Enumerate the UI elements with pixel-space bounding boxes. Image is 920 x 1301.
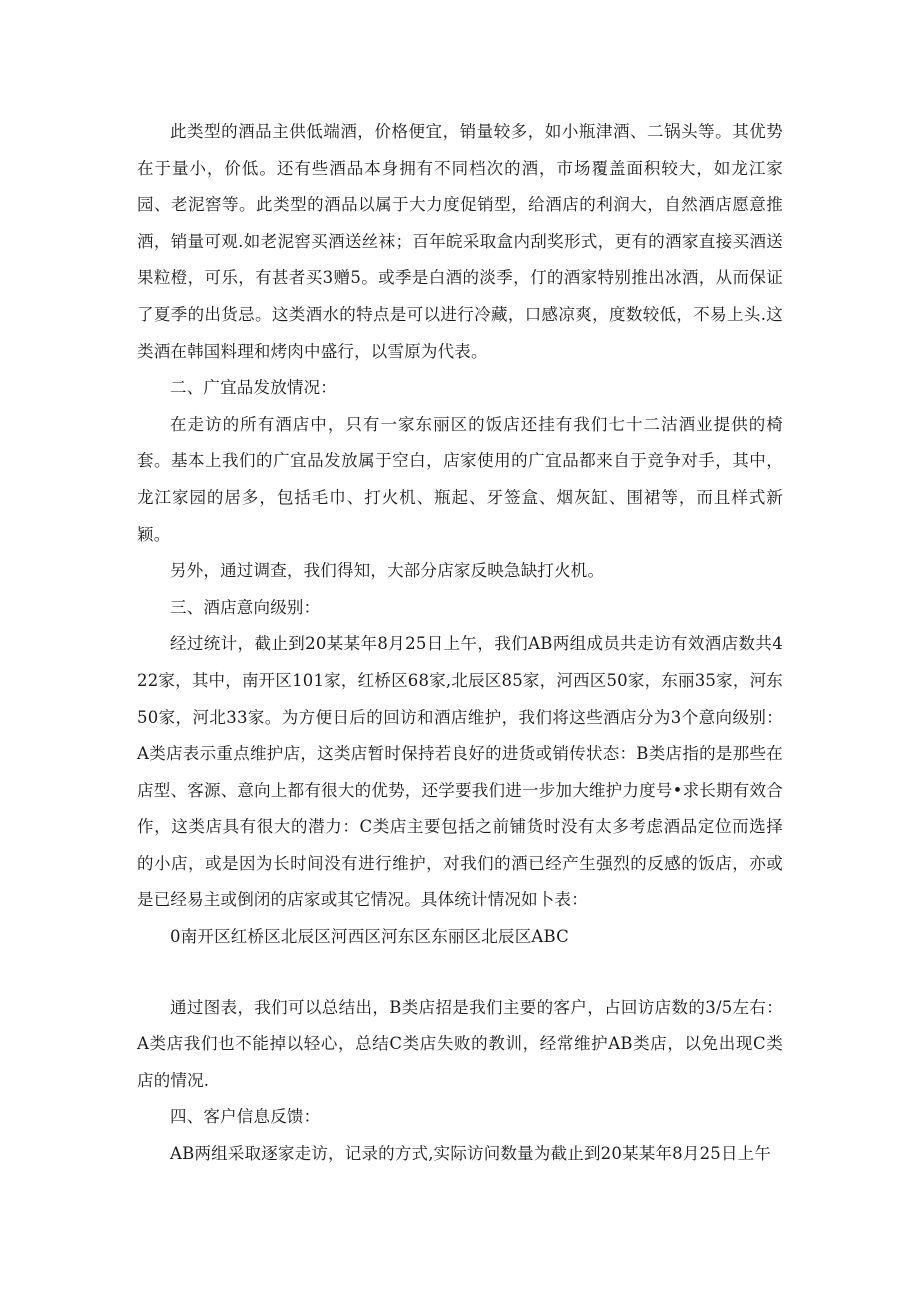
paragraph-liquor-types: 此类型的酒品主供低端酒，价格便宜，销量较多，如小瓶津酒、二锅头等。其优势在于量小，价低。还有些酒品本身拥有不同档次的酒，市场覆盖面积较大，如龙江家园、老泥窖等。此类型的酒品以属于大力度促销型，给酒店的利润大，自然酒店愿意推酒，销量可观.如老泥窖买酒送丝袜；百年皖采取盒内刮奖形式，更有的酒家直接买酒送果粒橙，可乐，有甚者买3赠5。或季是白酒的淡季，仃的酒家特别推出冰酒，从而保证了夏季的出货忌。这类酒水的特点是可以进行冷藏，口感凉爽，度数较低，不易上头.这类酒在韩国料理和烤肉中盛行，以雪原为代表。 xyxy=(137,122,783,361)
paragraph-chart-conclusion: 通过图表，我们可以总结出，B类店招是我们主要的客户，占回访店数的3/5左右：A类店我们也不能掉以轻心，总结C类店失败的教训，经常维护AB类店，以免出现C类店的情况. xyxy=(137,997,783,1090)
section-heading-customer-feedback: 四、客户信息反馈： xyxy=(170,1107,321,1127)
section-heading-hotel-levels: 三、酒店意向级别： xyxy=(170,597,321,617)
section-heading-promo-items: 二、广宜品发放情况： xyxy=(170,378,337,398)
document-body xyxy=(137,114,783,1173)
paragraph-hotel-statistics: 经过统计，截止到20某某年8月25日上午，我们AB两组成员共走访有效酒店数共422家，其中，南开区101家，红桥区68家,北辰区85家，河西区50家，东丽35家，河东50家，河北33家。为方便日后的回访和酒店维护，我们将这些酒店分为3个意向级别：A类店表示重点维护店，这类店暂时保持若良好的进货或销传状态：B类店指的是那些在店型、客源、意向上都有很大的优势，还学要我们进一步加大维护力度号•求长期有效合作，这类店具有很大的潜力：C类店主要包括之前铺货时没有太多考虑酒品定位而选择的小店，或是因为长时间没有进行维护，对我们的酒已经产生强烈的反感的饭店，亦或是已经易主或倒闭的店家或其它情况。具体统计情况如卜表： xyxy=(137,634,783,910)
paragraph-promo-items: 在走访的所有酒店中，只有一家东丽区的饭店还挂有我们七十二沽酒业提供的椅套。基本上我们的广宜品发放属于空白，店家使用的广宜品都来自于竞争对手，其中，龙江家园的居多，包括毛巾、打火机、瓶起、牙签盒、烟灰缸、围裙等，而且样式新颖。 xyxy=(137,414,783,544)
chart-gap xyxy=(137,956,783,990)
chart-residue-labels: 0南开区红桥区北辰区河西区河东区东丽区北辰区ABC xyxy=(170,927,569,947)
paragraph-lighter-shortage: 另外，通过调查，我们得知，大部分店家反映急缺打火机。 xyxy=(170,561,605,581)
paragraph-visit-method: AB两组采取逐家走访，记录的方式,实际访问数量为截止到20某某年8月25日上午 xyxy=(170,1144,772,1164)
